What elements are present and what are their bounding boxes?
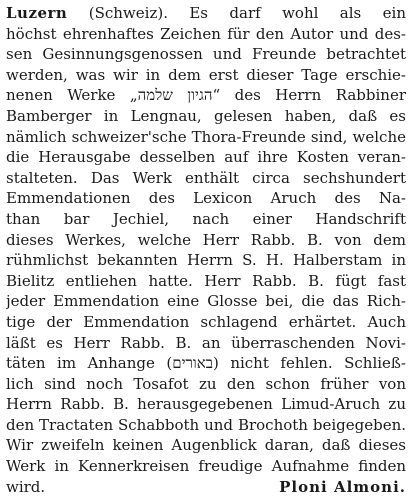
article-line: Herrn Rabb. B. herausgegebenen Limud-Aruch zu — [6, 395, 406, 414]
article-line-1 — [6, 3, 406, 24]
article-first-line-rest: (Schweiz). Es darf wohl als ein — [88, 4, 406, 22]
article-signature: Ploni Almoni. — [279, 477, 406, 496]
article-line: werden, was wir in dem erst dieser Tage erschie- — [6, 65, 406, 84]
article-line: jeder Emmendation eine Glosse bei, die das Rich- — [6, 292, 406, 311]
article-line: nenen Werke „הגיון שלמה“ des Herrn Rabbiner — [6, 86, 406, 105]
article-line: stalteten. Das Werk enthält circa sechshundert — [6, 168, 406, 187]
news-article — [6, 3, 406, 497]
article-line: sen Gesinnungsgenossen und Freunde betrachtet — [6, 45, 406, 64]
article-closing: wird. — [6, 477, 46, 496]
article-line: Werk in Kennerkreisen freudige Aufnahme finden — [6, 457, 406, 476]
article-line: läßt es Herr Rabb. B. an überraschenden Novi- — [6, 333, 406, 352]
article-line: Wir zweifeln keinen Augenblick daran, daß dieses — [6, 436, 406, 455]
article-line: Emmendationen des Lexicon Aruch des Na- — [6, 189, 406, 208]
article-line: nämlich schweizer'sche Thora-Freunde sind, welche — [6, 127, 406, 146]
article-line: dieses Werkes, welche Herr Rabb. B. von dem — [6, 230, 406, 249]
article-line: den Tractaten Schabboth und Brochoth beigegeben. — [6, 415, 406, 434]
article-line: Bielitz entliehen hatte. Herr Rabb. B. fügt fast — [6, 271, 406, 290]
signature-line — [6, 477, 406, 497]
article-line: die Herausgabe desselben auf ihre Kosten veran- — [6, 148, 406, 167]
article-line: rühmlichst bekannten Herrn S. H. Halberstam in — [6, 251, 406, 270]
article-line: höchst ehrenhaftes Zeichen für den Autor und des- — [6, 24, 406, 43]
article-line: tige der Emmendation schlagend erhärtet. Auch — [6, 312, 406, 331]
article-line: lich sind noch Tosafot zu den schon früher von — [6, 374, 406, 393]
article-place: Luzern — [6, 4, 68, 22]
article-line: than bar Jechiel, nach einer Handschrift — [6, 209, 406, 228]
article-line: Bamberger in Lengnau, gelesen haben, daß es — [6, 106, 406, 125]
article-line: täten im Anhange (באורים) nicht fehlen. Schließ- — [6, 354, 406, 373]
